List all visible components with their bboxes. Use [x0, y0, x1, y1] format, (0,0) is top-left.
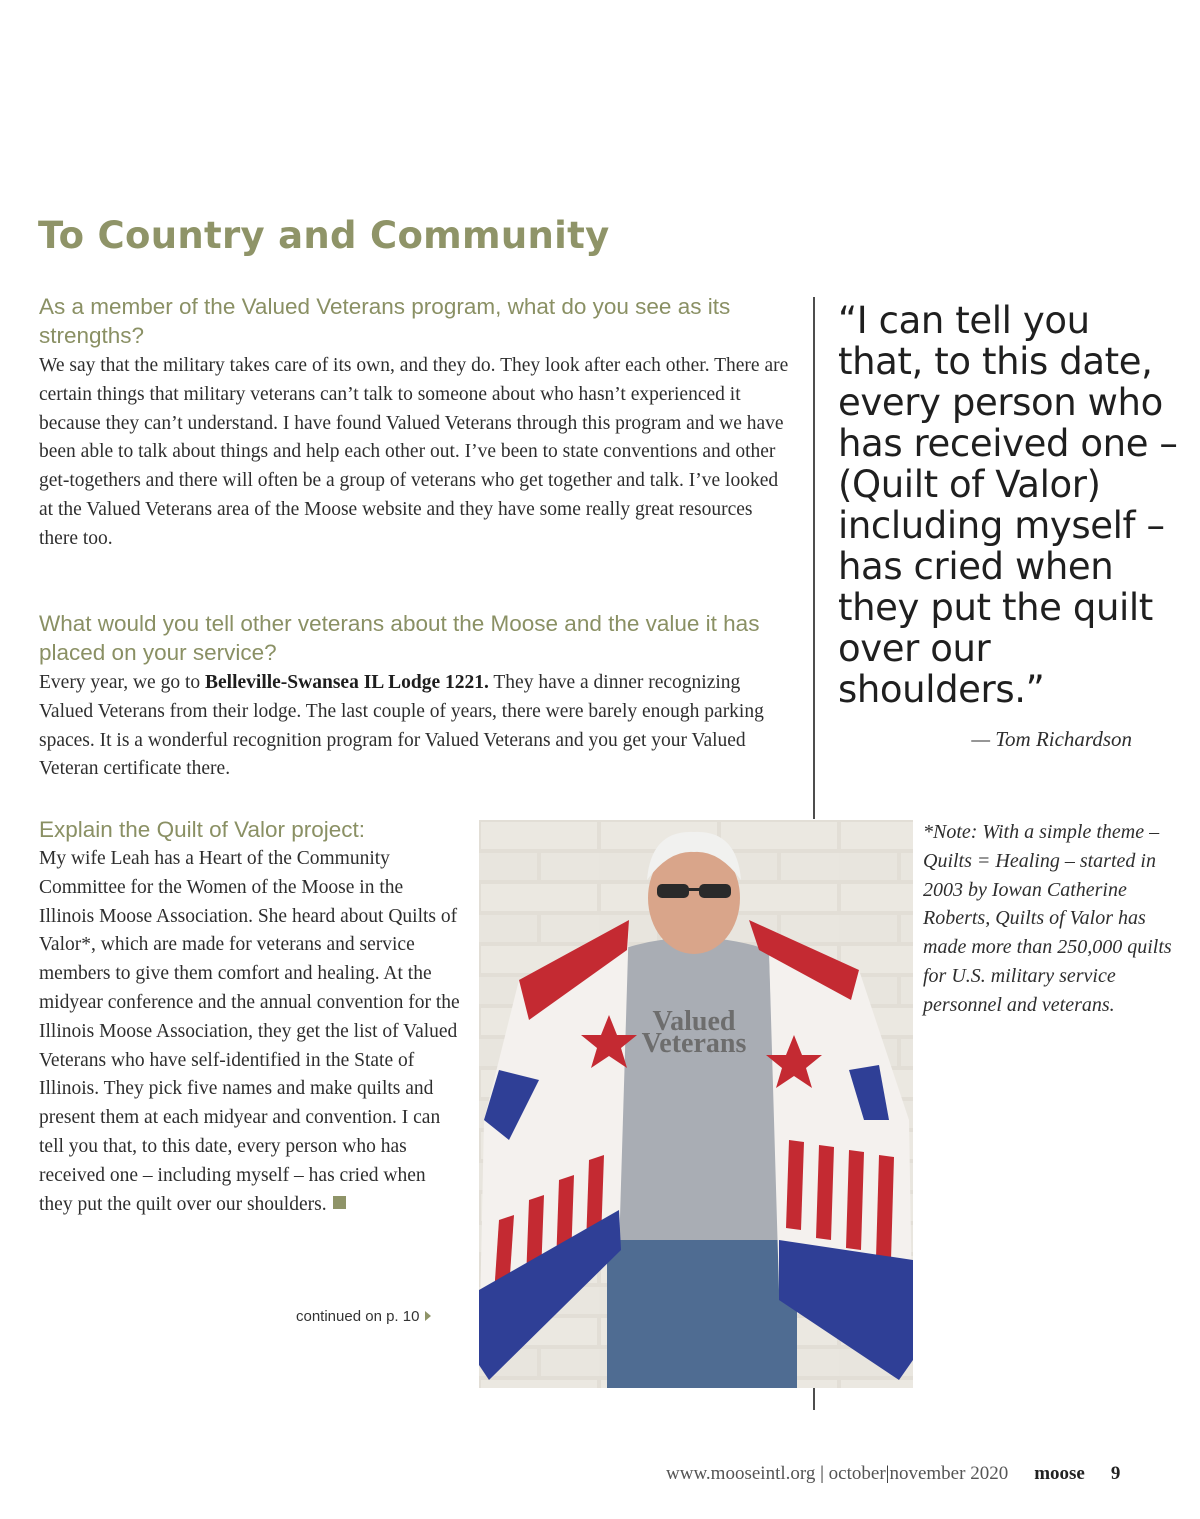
question-quilt-of-valor: Explain the Quilt of Valor project:: [39, 817, 365, 842]
column-divider-bottom: [813, 1388, 815, 1410]
answer-text-start: Every year, we go to: [39, 672, 205, 693]
continued-label: continued on p. 10: [296, 1308, 420, 1325]
footer-year: 2020: [970, 1463, 1009, 1484]
quilt-note: *Note: With a simple theme – Quilts = Healing – started in 2003 by Iowan Catherine Roberts, Quilts of Valor has made more than 250,000 quilts for U.S. military service personnel and veterans.: [923, 821, 1172, 1016]
page-title: To Country and Community: [38, 214, 610, 257]
question-veterans-value: What would you tell other veterans about the Moose and the value it has placed on your service?: [39, 611, 760, 665]
column-divider: [813, 297, 815, 819]
end-mark-icon: [333, 1196, 346, 1209]
footer-month-b: november: [889, 1463, 966, 1484]
footer-brand: moose: [1034, 1463, 1085, 1484]
footer-separator: |: [815, 1463, 829, 1484]
shirt-text-valued: Valued: [652, 1006, 736, 1037]
jeans: [607, 1240, 797, 1388]
footer-month-a: october: [828, 1463, 886, 1484]
answer-quilt-of-valor: [39, 845, 463, 1219]
sunglasses: [687, 888, 701, 891]
answer-strengths: We say that the military takes care of its own, and they do. They look after each other. There are certain things that military veterans can’t talk to someone about who hasn’t experienced it because they can’t understand. I have found Valued Veterans through this program and we have been able to talk about things and help each other out. I’ve been to state conventions and other get-togethers and there will often be a group of veterans who get together and talk. I’ve looked at the Valued Veterans area of the Moose website and they have some really great resources there too.: [39, 355, 789, 549]
footer-month-separator: |: [885, 1463, 890, 1484]
page-footer: [666, 1463, 1120, 1485]
lodge-name: Belleville-Swansea IL Lodge 1221.: [205, 672, 489, 693]
question-strengths: As a member of the Valued Veterans program, what do you see as its strengths?: [39, 294, 731, 348]
pull-quote-attribution: — Tom Richardson: [971, 727, 1132, 751]
footer-site[interactable]: www.mooseintl.org: [666, 1463, 816, 1484]
answer-text-end: They have a dinner recognizing Valued Veterans from their lodge. The last couple of years, there were barely enough parking spaces. It is a wonderful recognition program for Valued Veterans and you get your Valued Veteran certificate there.: [39, 672, 764, 780]
tshirt: [609, 938, 779, 1241]
arrow-right-icon: [425, 1311, 431, 1321]
veteran-quilt-photo: [479, 820, 913, 1388]
continued-link[interactable]: [296, 1308, 431, 1325]
photo-illustration: [479, 820, 913, 1388]
answer-quilt-text: My wife Leah has a Heart of the Community Committee for the Women of the Moose in the Illinois Moose Association. She heard about Quilts of Valor*, which are made for veterans and service members to give them comfort and healing. At the midyear conference and the annual convention for the Illinois Moose Association, they get the list of Valued Veterans who have self-identified in the State of Illinois. They pick five names and make quilts and present them at each midyear and convention. I can tell you that, to this date, every person who has received one – including myself – has cried when they put the quilt over our shoulders.: [39, 848, 460, 1215]
page-number: 9: [1110, 1463, 1121, 1484]
answer-veterans-value: [39, 669, 774, 784]
shirt-text-veterans: Veterans: [641, 1028, 747, 1059]
pull-quote: “I can tell you that, to this date, every person who has received one – (Quilt of Valor) including myself – has cried when they put the quilt over our shoulders.”: [838, 299, 1178, 711]
